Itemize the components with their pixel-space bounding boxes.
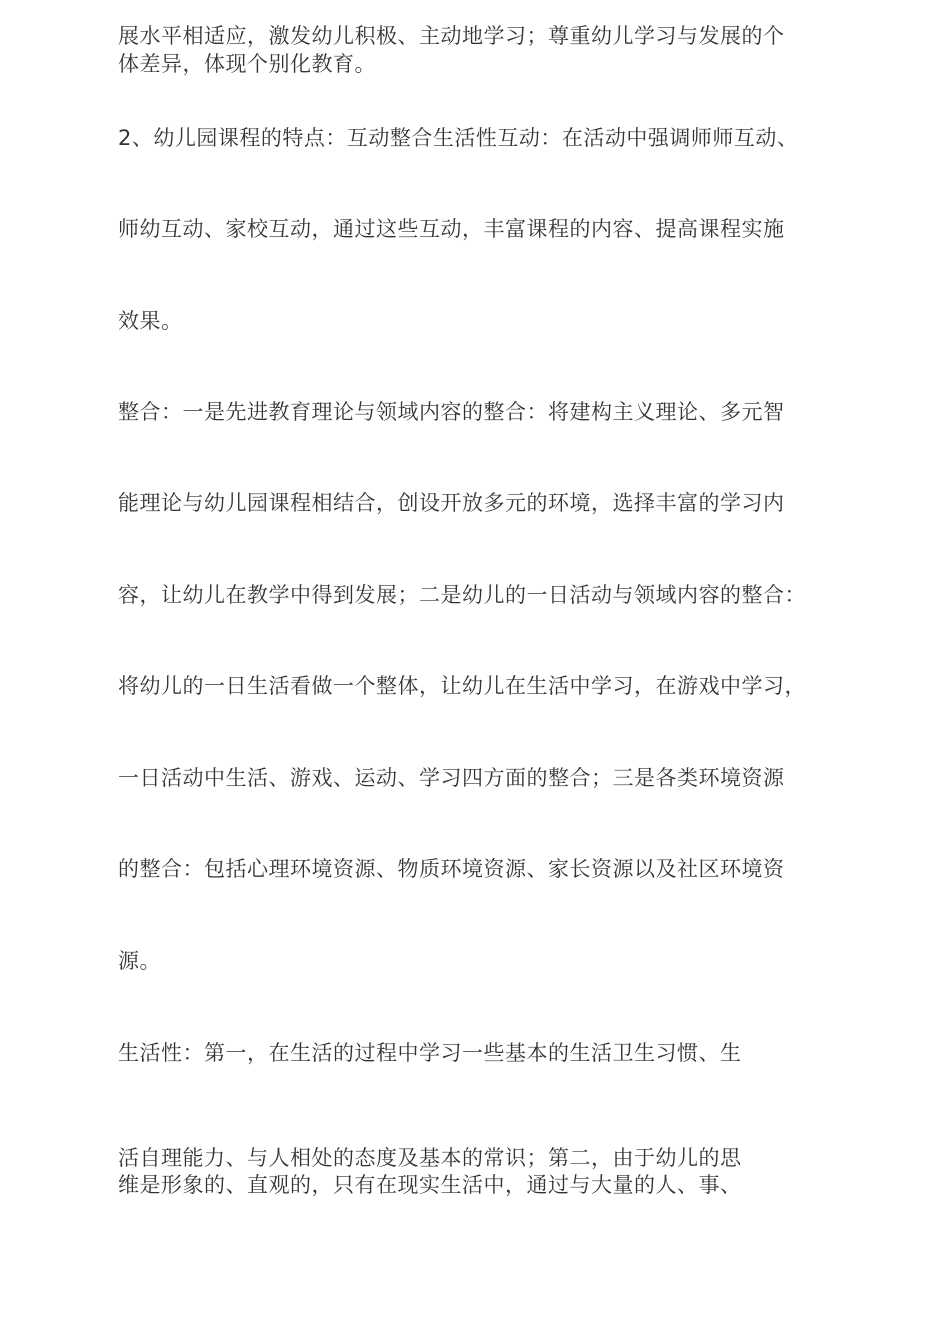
text-line: 整合：一是先进教育理论与领域内容的整合：将建构主义理论、多元智	[118, 400, 785, 424]
text-line: 体差异，体现个别化教育。	[118, 52, 376, 76]
text-line: 活自理能力、与人相处的态度及基本的常识；第二，由于幼儿的思	[118, 1146, 742, 1170]
text-line: 容，让幼儿在教学中得到发展；二是幼儿的一日活动与领域内容的整合：	[118, 583, 806, 607]
text-line: 效果。	[118, 309, 183, 333]
text-line: 展水平相适应，激发幼儿积极、主动地学习；尊重幼儿学习与发展的个	[118, 24, 785, 48]
text-line: 源。	[118, 949, 161, 973]
text-line: 师幼互动、家校互动，通过这些互动，丰富课程的内容、提高课程实施	[118, 217, 785, 241]
text-line: 将幼儿的一日生活看做一个整体，让幼儿在生活中学习，在游戏中学习，	[118, 674, 806, 698]
text-line: 能理论与幼儿园课程相结合，创设开放多元的环境，选择丰富的学习内	[118, 491, 785, 515]
text-line: 生活性：第一，在生活的过程中学习一些基本的生活卫生习惯、生	[118, 1041, 742, 1065]
text-line: 维是形象的、直观的，只有在现实生活中，通过与大量的人、事、	[118, 1173, 742, 1197]
text-line: 2、幼儿园课程的特点：互动整合生活性互动：在活动中强调师师互动、	[118, 126, 799, 150]
text-line: 一日活动中生活、游戏、运动、学习四方面的整合；三是各类环境资源	[118, 766, 785, 790]
text-line: 的整合：包括心理环境资源、物质环境资源、家长资源以及社区环境资	[118, 857, 785, 881]
